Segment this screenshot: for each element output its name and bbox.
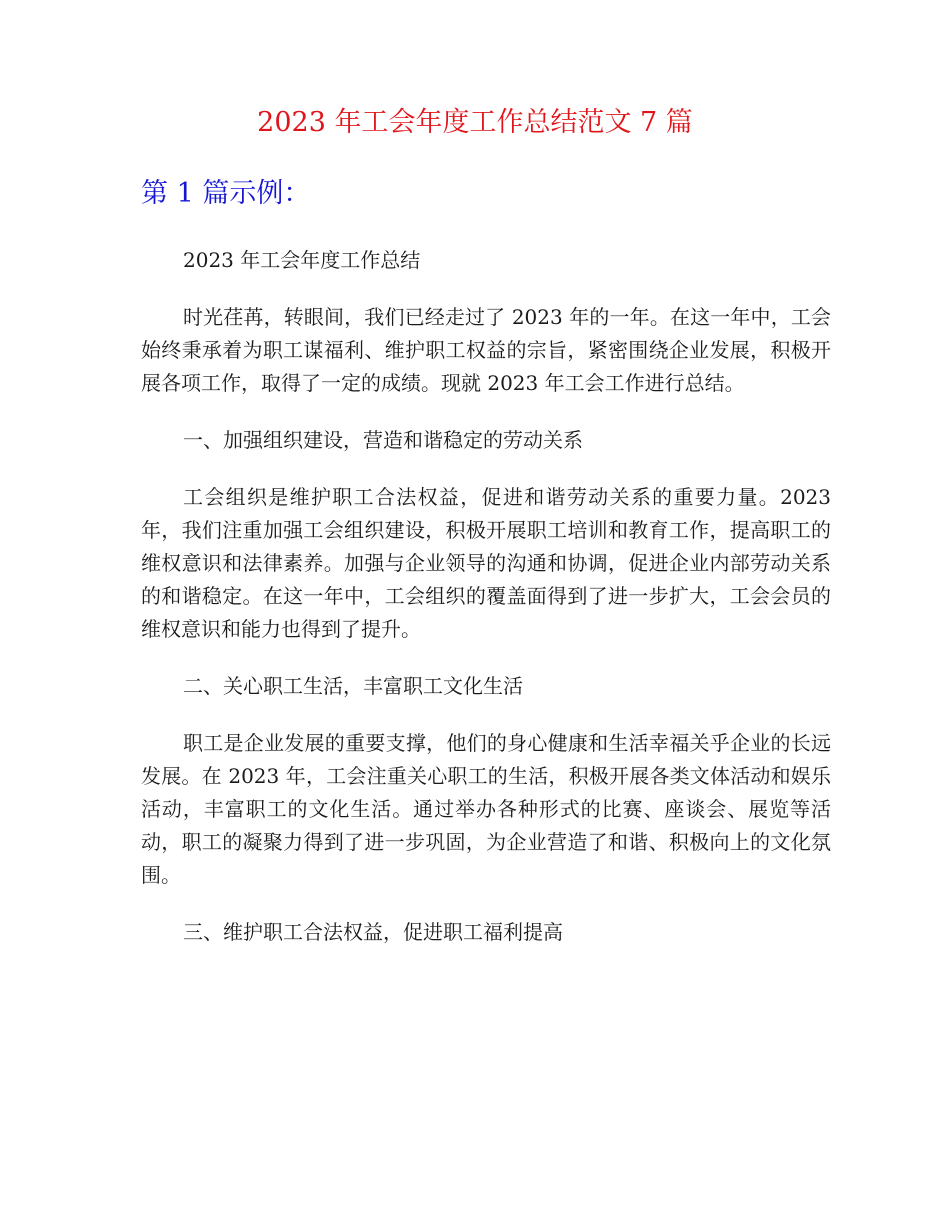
section-heading-3: 三、维护职工合法权益，促进职工福利提高 <box>183 920 563 944</box>
paragraph-section-1: 工会组织是维护职工合法权益，促进和谐劳动关系的重要力量。2023 年，我们注重加强工会组织建设，积极开展职工培训和教育工作，提高职工的维权意识和法律素养。加强与企业领导的沟通和协调，促进企业内部劳动关系的和谐稳定。在这一年中，工会组织的覆盖面得到了进一步扩大，工会会员的维权意识和能力也得到了提升。 <box>141 485 831 641</box>
section-heading-1: 一、加强组织建设，营造和谐稳定的劳动关系 <box>183 428 583 452</box>
paragraph-intro: 时光荏苒，转眼间，我们已经走过了 2023 年的一年。在这一年中，工会始终秉承着为职工谋福利、维护职工权益的宗旨，紧密围绕企业发展，积极开展各项工作，取得了一定的成绩。现就 2023 年工会工作进行总结。 <box>141 305 831 395</box>
document-body <box>141 244 831 949</box>
document-title: 2023 年工会年度工作总结范文 7 篇 <box>257 107 693 138</box>
document-subtitle: 2023 年工会年度工作总结 <box>183 248 421 272</box>
example-heading: 第 1 篇示例： <box>141 178 311 209</box>
section-heading-2: 二、关心职工生活，丰富职工文化生活 <box>183 674 523 698</box>
paragraph-section-2: 职工是企业发展的重要支撑，他们的身心健康和生活幸福关乎企业的长远发展。在 2023 年，工会注重关心职工的生活，积极开展各类文体活动和娱乐活动，丰富职工的文化生活。通过举办各种形式的比赛、座谈会、展览等活动，职工的凝聚力得到了进一步巩固，为企业营造了和谐、积极向上的文化氛围。 <box>141 731 831 887</box>
